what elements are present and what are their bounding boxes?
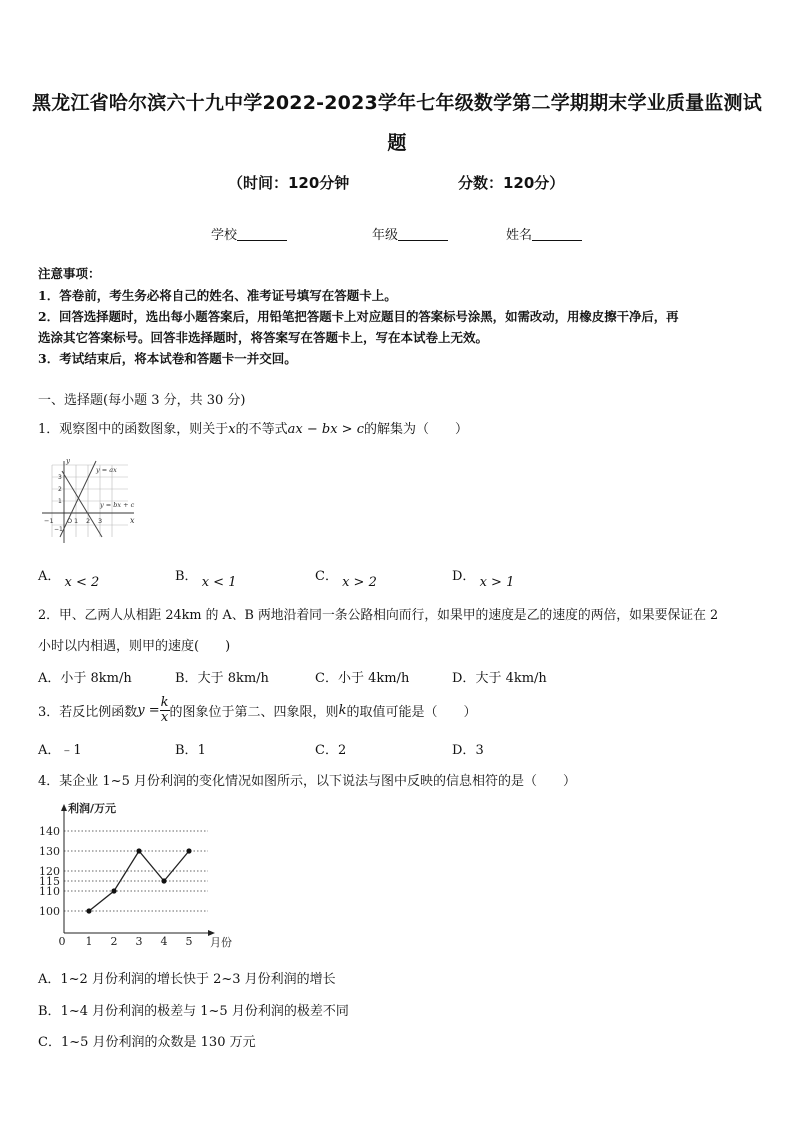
y-tick-label-110: 110 [39, 885, 60, 898]
question-3-text: 3．若反比例函数 y = $\frac{k}{x}$ 的图象位于第二、四象限，则 k 的取值可能是（ ） [38, 694, 477, 725]
y-tick-label-130: 130 [39, 845, 60, 858]
q3-option-c[interactable]: C．2 [315, 743, 347, 758]
notes-item-1: 1．答卷前，考生务必将自己的姓名、准考证号填写在答题卡上。 [38, 288, 397, 303]
q3-option-d[interactable]: D．3 [452, 743, 484, 758]
grade-field[interactable]: 年级 [372, 224, 448, 243]
data-point-month-5 [186, 848, 191, 853]
exam-title-line2: 题 [387, 132, 407, 154]
data-point-month-3 [136, 848, 141, 853]
line-y-bx-c [62, 471, 102, 537]
x-tick-label-4: 4 [160, 935, 168, 948]
data-point-month-2 [111, 888, 116, 893]
chart-ylabel: 利润/万元 [68, 802, 117, 815]
q4-option-b[interactable]: B．1~4 月份利润的极差与 1~5 月份利润的极差不同 [38, 1004, 349, 1019]
y-tick-label-115: 115 [39, 875, 60, 888]
exam-score: 分数：120分） [458, 174, 565, 192]
q1-option-b[interactable]: B． x < 1 [175, 569, 237, 590]
notes-heading: 注意事项： [38, 266, 101, 281]
q2-option-d[interactable]: D．大于 4km/h [452, 671, 547, 686]
notes-item-2a: 2．回答选择题时，选出每小题答案后，用铅笔把答题卡上对应题目的答案标号涂黑，如需改动，用橡皮擦干净后，再 [38, 309, 679, 324]
q1-option-c[interactable]: C． x > 2 [315, 569, 377, 590]
q3-option-b[interactable]: B．1 [175, 743, 206, 758]
notes-item-2b: 选涂其它答案标号。回答非选择题时，将答案写在答题卡上，写在本试卷上无效。 [38, 330, 489, 345]
school-field[interactable]: 学校 [211, 224, 287, 243]
fraction-k-over-x: $\frac{k}{x}$ [160, 694, 169, 725]
chart-xlabel: 月份 [210, 936, 232, 949]
y-tick-label-120: 120 [39, 865, 60, 878]
exam-title-line1: 黑龙江省哈尔滨六十九中学2022-2023学年七年级数学第二学期期末学业质量监测试 [32, 92, 762, 114]
y-tick-neg1: −1 [54, 526, 63, 533]
question-4-text: 4．某企业 1~5 月份利润的变化情况如图所示，以下说法与图中反映的信息相符的是（ ） [38, 774, 576, 789]
question-2-line1: 2．甲、乙两人从相距 24km 的 A、B 两地沿着同一条公路相向而行，如果甲的速度是乙的速度的两倍，如果要保证在 2 [38, 608, 719, 623]
q4-option-c[interactable]: C．1~5 月份利润的众数是 130 万元 [38, 1035, 256, 1050]
x-tick-neg1: −1 [44, 517, 54, 525]
question-2-line2: 小时以内相遇，则甲的速度( ) [38, 639, 231, 654]
question-1-text: 1．观察图中的函数图象，则关于x的不等式ax − bx > c的解集为（ ） [38, 422, 468, 437]
q2-option-c[interactable]: C．小于 4km/h [315, 671, 410, 686]
q2-option-a[interactable]: A．小于 8km/h [38, 671, 132, 686]
data-point-month-1 [86, 908, 91, 913]
label-y-bxc: y = bx + c [100, 501, 135, 509]
y-tick-1: 1 [58, 498, 62, 505]
line-y-ax [60, 461, 96, 537]
notes-item-3: 3．考试结束后，将本试卷和答题卡一并交回。 [38, 351, 297, 366]
origin: O [67, 517, 73, 525]
x-tick-label-1: 1 [85, 935, 93, 948]
q3-option-a[interactable]: A．﹣1 [38, 743, 82, 758]
profit-line-chart [36, 800, 246, 950]
exam-time: （时间：120分钟 [228, 174, 350, 192]
q4-option-a[interactable]: A．1~2 月份利润的增长快于 2~3 月份利润的增长 [38, 972, 336, 987]
label-y-ax: y = ax [96, 466, 117, 474]
x-tick-2: 2 [86, 517, 91, 525]
q2-option-b[interactable]: B．大于 8km/h [175, 671, 269, 686]
x-tick-3: 3 [98, 517, 103, 525]
x-axis-label: x [130, 516, 135, 525]
y-axis-label: y [66, 457, 70, 465]
y-tick-2: 2 [58, 486, 62, 493]
data-point-month-4 [161, 878, 166, 883]
name-field[interactable]: 姓名 [506, 224, 582, 243]
y-tick-label-140: 140 [39, 825, 60, 838]
y-tick-label-100: 100 [39, 905, 60, 918]
x-tick-1: 1 [74, 517, 79, 525]
x-tick-label-0: 0 [58, 935, 66, 948]
q1-option-d[interactable]: D． x > 1 [452, 569, 515, 590]
x-tick-label-3: 3 [135, 935, 143, 948]
y-tick-3: 3 [58, 474, 62, 481]
q1-option-a[interactable]: A． x < 2 [38, 569, 100, 590]
function-graph [38, 455, 148, 550]
y-axis-arrow [61, 804, 67, 811]
x-tick-label-5: 5 [185, 935, 193, 948]
x-tick-label-2: 2 [110, 935, 118, 948]
section-heading: 一、选择题(每小题 3 分，共 30 分) [38, 393, 246, 408]
